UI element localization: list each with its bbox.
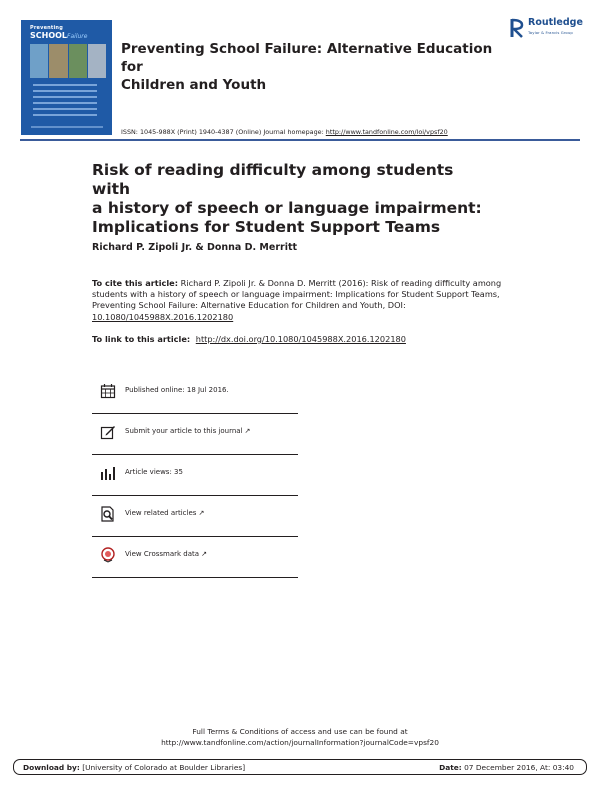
journal-title (121, 40, 501, 94)
header-divider (20, 139, 580, 141)
info-related[interactable] (92, 496, 298, 537)
journal-homepage-link[interactable]: http://www.tandfonline.com/loi/vpsf20 (325, 128, 448, 136)
download-footer (13, 759, 587, 775)
article-link-line (92, 334, 406, 344)
cover-title-top: Preventing (30, 25, 63, 31)
cover-photos (30, 44, 106, 78)
article-title-line2: a history of speech or language impairment: (92, 199, 482, 217)
related-articles-link[interactable] (125, 509, 204, 517)
info-published (92, 373, 298, 414)
terms-line1: Full Terms & Conditions of access and use can be found at (192, 727, 408, 736)
calendar-icon (100, 383, 116, 399)
issn-line (121, 128, 448, 136)
edit-icon (100, 424, 116, 440)
article-authors: Richard P. Zipoli Jr. & Donna D. Merritt (92, 242, 298, 253)
download-by (23, 763, 245, 772)
info-views (92, 455, 298, 496)
citation-block (92, 278, 512, 323)
issn-text: ISSN: 1045-988X (Print) 1940-4387 (Online) Journal homepage: (121, 128, 324, 136)
article-link-url[interactable]: http://dx.doi.org/10.1080/1045988X.2016.1202180 (195, 334, 406, 344)
journal-cover (21, 20, 112, 135)
download-by-label: Download by: (23, 763, 80, 772)
crossmark-label: View Crossmark data (125, 550, 200, 558)
download-date (439, 763, 574, 772)
cover-title-school: SCHOOL (30, 31, 68, 40)
external-link-icon: ↗ (201, 550, 207, 558)
article-link-label: To link to this article: (92, 334, 191, 344)
citation-doi-link[interactable]: 10.1080/1045988X.2016.1202180 (92, 311, 234, 322)
bar-chart-icon (100, 465, 116, 481)
cover-photo-3 (69, 44, 87, 78)
terms-block (0, 726, 600, 748)
related-articles-label: View related articles (125, 509, 197, 517)
info-crossmark[interactable] (92, 537, 298, 578)
crossmark-icon (100, 547, 116, 563)
terms-link[interactable]: http://www.tandfonline.com/action/journalInformation?journalCode=vpsf20 (161, 738, 439, 747)
cover-title-failure: Failure (67, 33, 88, 40)
citation-text: Richard P. Zipoli Jr. & Donna D. Merritt (2016): Risk of reading difficulty among students with a history of speech or language impairment: Implications for Student Support Teams, Preventing School Failure: Alternative Education for Children and Youth, DOI: (92, 278, 502, 311)
external-link-icon: ↗ (198, 509, 205, 517)
crossmark-link[interactable] (125, 550, 207, 558)
article-title-line3: Implications for Student Support Teams (92, 218, 441, 236)
journal-title-line2: Children and Youth (121, 77, 267, 93)
cover-photo-2 (49, 44, 67, 78)
cover-contents-lines (33, 84, 97, 120)
article-views: Article views: 35 (125, 468, 183, 476)
download-date-value: 07 December 2016, At: 03:40 (464, 763, 574, 772)
cover-footer-line (31, 126, 103, 128)
info-submit[interactable] (92, 414, 298, 455)
download-by-value: [University of Colorado at Boulder Libraries] (82, 763, 246, 772)
publisher-tagline: Taylor & Francis Group (528, 30, 573, 35)
cover-photo-4 (88, 44, 106, 78)
article-title (92, 161, 492, 237)
routledge-logo-icon (510, 17, 524, 39)
cover-title-main (30, 31, 87, 40)
related-articles-icon (100, 506, 116, 522)
citation-label: To cite this article: (92, 278, 178, 288)
external-link-icon: ↗ (244, 427, 251, 435)
article-title-line1: Risk of reading difficulty among students with (92, 161, 454, 198)
publisher-brand (510, 17, 590, 41)
cover-photo-1 (30, 44, 48, 78)
article-info-list (92, 373, 298, 578)
journal-title-line1: Preventing School Failure: Alternative Education for (121, 41, 493, 75)
download-date-label: Date: (439, 763, 462, 772)
submit-article-label: Submit your article to this journal (125, 427, 243, 435)
submit-article-link[interactable] (125, 427, 250, 435)
published-date: Published online: 18 Jul 2016. (125, 386, 229, 394)
publisher-name: Routledge (528, 17, 583, 28)
